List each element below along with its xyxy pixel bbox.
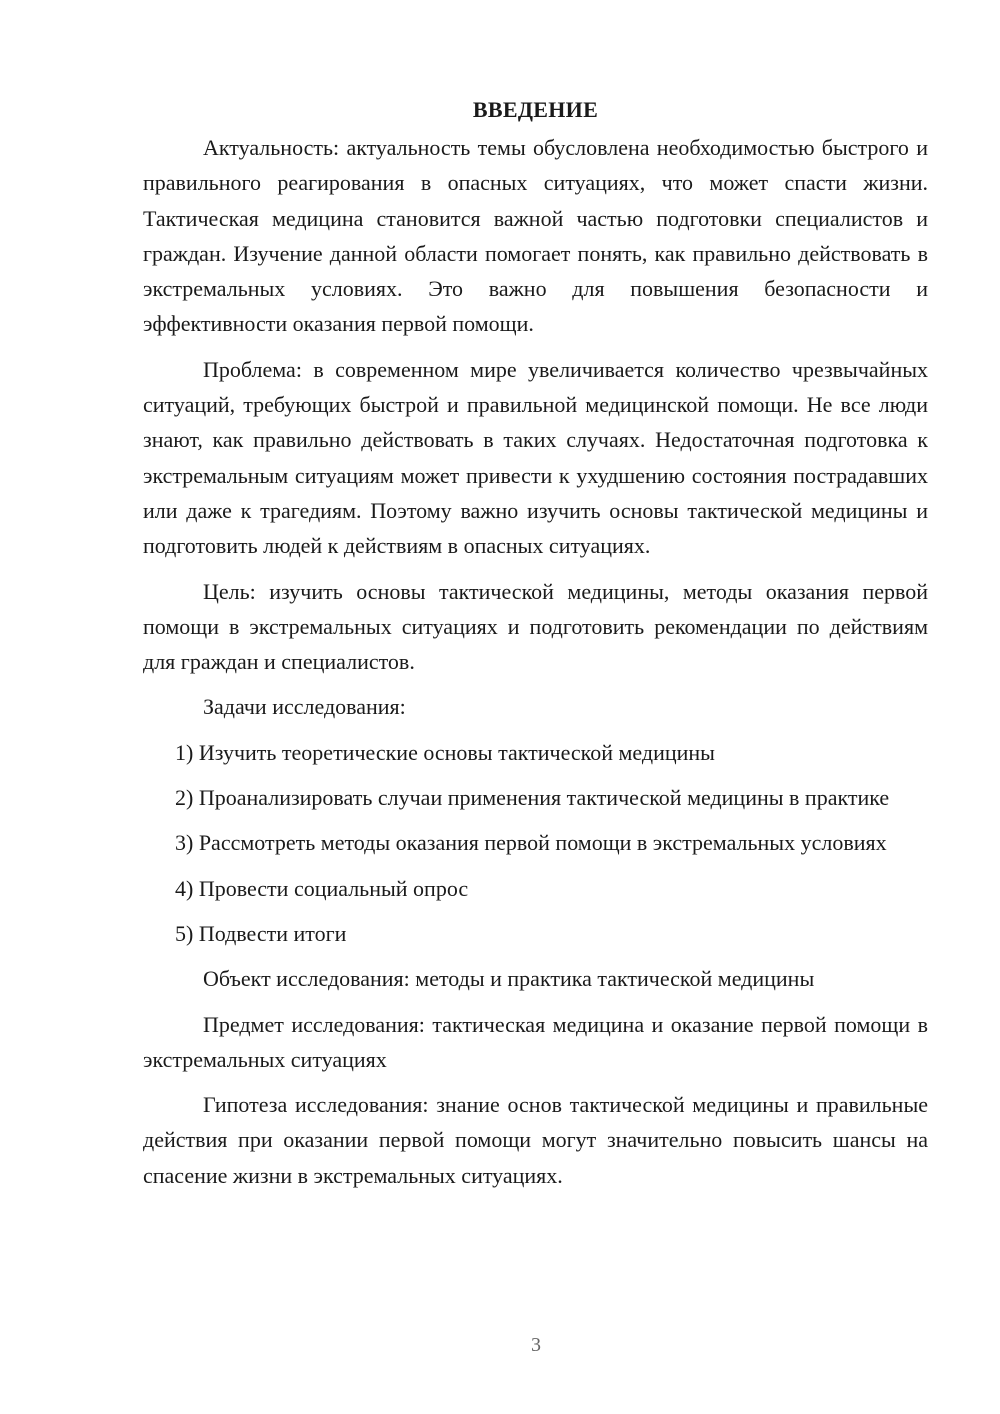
list-item: 2) Проанализировать случаи применения тактической медицины в практике xyxy=(175,785,890,811)
paragraph-hypothesis: Гипотеза исследования: знание основ тактической медицины и правильные действия при оказании первой помощи могут значительно повысить шансы на спасение жизни в экстремальных ситуациях. xyxy=(143,1092,928,1188)
page-number: 3 xyxy=(531,1334,541,1356)
list-item: 5) Подвести итоги xyxy=(175,920,347,946)
page-title: ВВЕДЕНИЕ xyxy=(472,97,599,122)
paragraph-subject: Предмет исследования: тактическая медицина и оказание первой помощи в экстремальных ситуациях xyxy=(143,1011,928,1072)
paragraph-problem: Проблема: в современном мире увеличивается количество чрезвычайных ситуаций, требующих быстрой и правильной медицинской помощи. Не все люди знают, как правильно действовать в таких случаях. Недостаточная подготовка к экстремальным ситуациям может привести к ухудшению состояния пострадавших или даже к трагедиям. Поэтому важно изучить основы тактической медицины и подготовить людей к действиям в опасных ситуациях. xyxy=(143,356,928,559)
list-item: 1) Изучить теоретические основы тактической медицины xyxy=(175,739,715,765)
tasks-title: Задачи исследования: xyxy=(203,694,406,720)
paragraph-relevance: Актуальность: актуальность темы обусловлена необходимостью быстрого и правильного реагирования в опасных ситуациях, что может спасти жизни. Тактическая медицина становится важной частью подготовки специалистов и граждан. Изучение данной области помогает понять, как правильно действовать в экстремальных условиях. Это важно для повышения безопасности и эффективности оказания первой помощи. xyxy=(143,135,928,337)
list-item: 3) Рассмотреть методы оказания первой помощи в экстремальных условиях xyxy=(175,830,887,856)
document-page xyxy=(143,92,928,1203)
paragraph-object: Объект исследования: методы и практика тактической медицины xyxy=(203,966,815,992)
list-item: 4) Провести социальный опрос xyxy=(175,875,469,901)
paragraph-goal: Цель: изучить основы тактической медицины, методы оказания первой помощи в экстремальных ситуациях и подготовить рекомендации по действиям для граждан и специалистов. xyxy=(143,578,928,675)
tasks-list xyxy=(143,735,928,951)
